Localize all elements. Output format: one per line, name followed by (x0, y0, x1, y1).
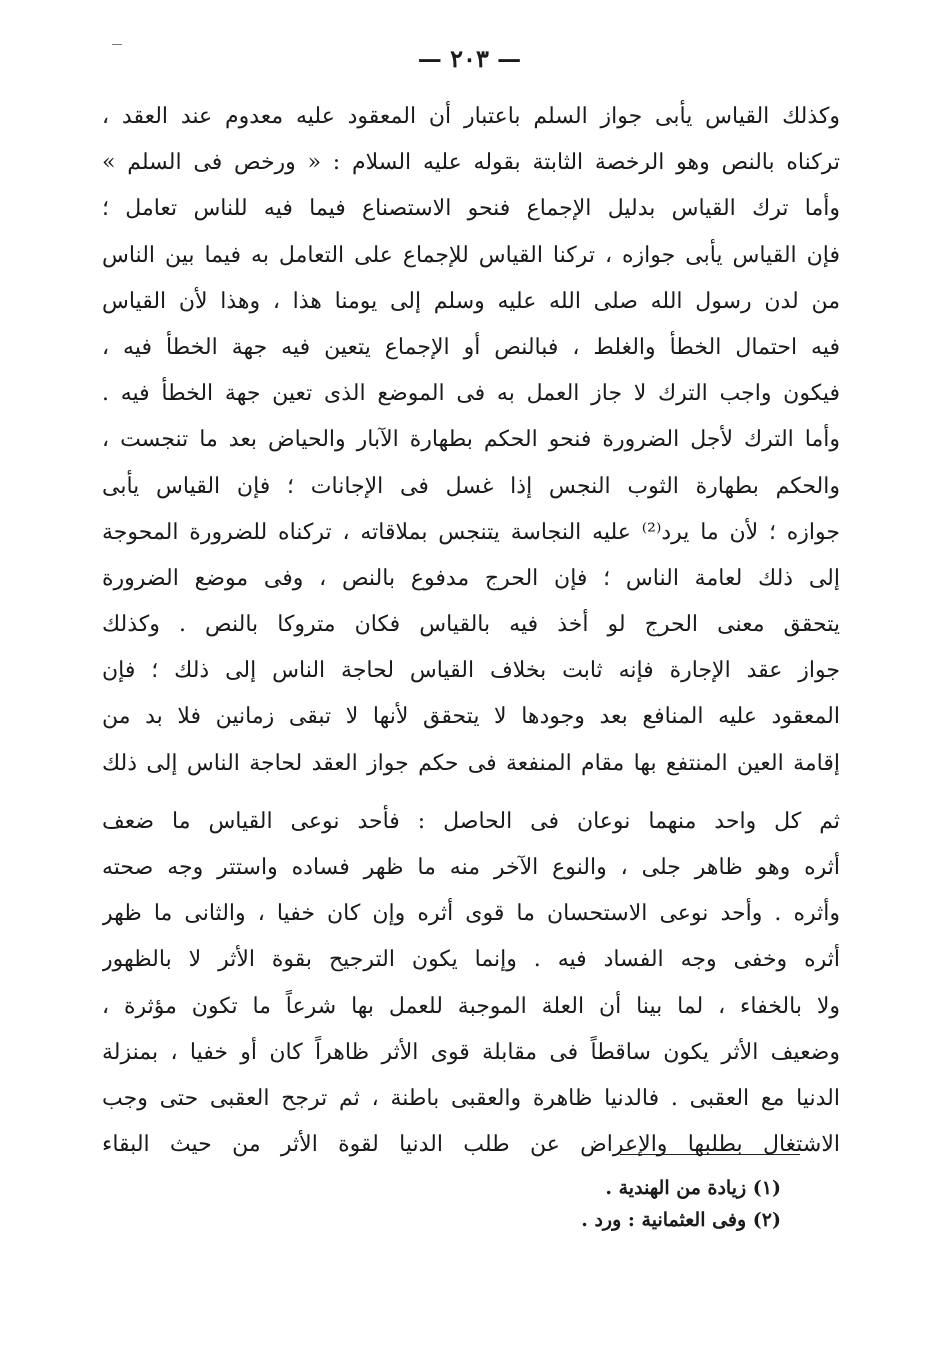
text-line: يتحقق معنى الحرج لو أخذ فيه بالقياس فكان متروكا بالنص . وكذلك (102, 612, 840, 638)
text-line: وأما الترك لأجل الضرورة فنحو الحكم بطهارة الآبار والحياض بعد ما تنجست ، (102, 427, 840, 453)
text-line: أثره وهو ظاهر جلى ، والنوع الآخر منه ما ظهر فساده واستتر وجه صحته (102, 855, 840, 880)
paragraph-start-line: ثم كل واحد منهما نوعان فى الحاصل : فأحد نوعى القياس ما ضعف (102, 808, 840, 834)
text-line: تركناه بالنص وهو الرخصة الثابتة بقوله عليه السلام : « ورخص فى السلم » (102, 150, 840, 176)
text-line: جوازه ؛ لأن ما يرد⁽²⁾ عليه النجاسة يتنجس بملاقاته ، تركناه للضرورة المحوجة (102, 519, 840, 545)
text-line: إقامة العين المنتفع بها مقام المنفعة فى حكم جواز العقد لحاجة الناس إلى ذلك (102, 750, 840, 776)
footnote-divider (620, 1154, 800, 1155)
footnotes (581, 1172, 781, 1236)
text-line: وأما ترك القياس بدليل الإجماع فنحو الاستصناع فيما فيه للناس تعامل ؛ (102, 196, 840, 222)
text-line: فإن القياس يأبى جوازه ، تركنا القياس للإجماع على التعامل به فيما بين الناس (102, 242, 840, 268)
text-line: ولا بالخفاء ، لما بينا أن العلة الموجبة للعمل بها شرعاً ما تكون مؤثرة ، (102, 993, 840, 1019)
text-line: وضعيف الأثر يكون ساقطاً فى مقابلة قوى الأثر ظاهراً كان أو خفيا ، بمنزلة (102, 1039, 840, 1065)
text-line: وأثره . وأحد نوعى الاستحسان ما قوى أثره وإن كان خفيا ، والثانى ما ظهر (102, 901, 840, 927)
body-text (102, 94, 840, 1168)
text-line: المعقود عليه المنافع بعد وجودها لا يتحقق لأنها لا تبقى زمانين فلا بد من (102, 704, 840, 730)
text-line: إلى ذلك لعامة الناس ؛ فإن الحرج مدفوع بالنص ، وفى موضع الضرورة (102, 565, 840, 591)
page-number: — ٢٠٣ — (417, 44, 522, 73)
text-line: وكذلك القياس يأبى جواز السلم باعتبار أن المعقود عليه معدوم عند العقد ، (102, 104, 840, 129)
text-line: فيه احتمال الخطأ والغلط ، فبالنص أو الإجماع يتعين فيه جهة الخطأ فيه ، (102, 334, 840, 360)
text-line: فيكون واجب الترك لا جاز العمل به فى الموضع الذى تعين جهة الخطأ فيه . (102, 381, 840, 407)
text-line: الاشتغال بطلبها والإعراض عن طلب الدنيا لقوة الأثر من حيث البقاء (102, 1132, 840, 1158)
text-line: من لدن رسول الله صلى الله عليه وسلم إلى يومنا هذا ، وهذا لأن القياس (102, 288, 840, 314)
text-line: أثره وخفى وجه الفساد فيه . وإنما يكون الترجيح بقوة الأثر لا بالظهور (102, 947, 840, 973)
footnote-2: (٢) وفى العثمانية : ورد . (581, 1209, 781, 1231)
text-line: والحكم بطهارة الثوب النجس إذا غسل فى الإجانات ؛ فإن القياس يأبى (102, 473, 840, 499)
text-line: الدنيا مع العقبى . فالدنيا ظاهرة والعقبى باطنة ، ثم ترجح العقبى حتى وجب (102, 1085, 840, 1111)
footnote-1: (١) زيادة من الهندية . (605, 1177, 781, 1199)
text-line: جواز عقد الإجارة فإنه ثابت بخلاف القياس لحاجة الناس إلى ذلك ؛ فإن (102, 658, 840, 684)
